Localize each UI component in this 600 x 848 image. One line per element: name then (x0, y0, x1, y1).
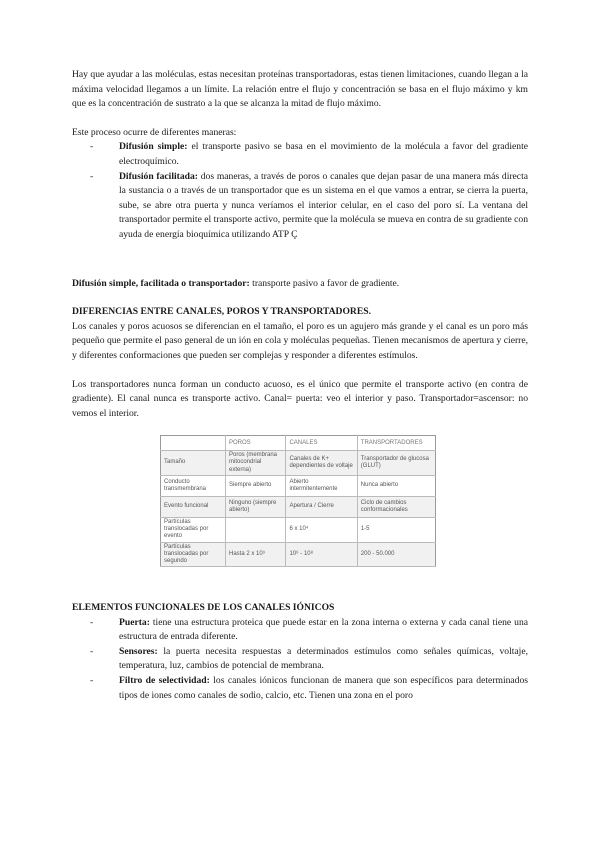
table-row (161, 475, 436, 496)
table-cell: Conducto transmembrana (161, 475, 226, 496)
term-label: Filtro de selectividad: (119, 675, 210, 687)
table-cell: Transportador de glucosa (GLUT) (357, 451, 435, 476)
differences-paragraph-2: Los transportadores nunca forman un conducto acuoso, es el único que permite el transporte activo (en contra de gradiente). El canal nunca es transporte activo. Canal= puerta: veo el interior y paso. Transportador=ascensor: no vemos el interior. (72, 378, 528, 419)
table-header: POROS (225, 436, 285, 451)
term-label: Difusión simple: (119, 141, 188, 153)
table-row (161, 496, 436, 517)
list-item (72, 140, 528, 169)
process-list (72, 140, 528, 242)
table-row (161, 517, 436, 542)
comparison-table-image (160, 435, 436, 567)
table-cell: Ciclo de cambios conformacionales (357, 496, 435, 517)
table-cell: 6 x 10⁴ (286, 517, 357, 542)
term-text: la puerta necesita respuestas a determinados estímulos como señales químicas, voltaje, temperatura, luz, cambios de potencial de membrana. (119, 645, 528, 672)
table-header: TRANSPORTADORES (357, 436, 435, 451)
section-heading-differences: DIFERENCIAS ENTRE CANALES, POROS Y TRANSPORTADORES. (72, 306, 371, 318)
list-item (72, 674, 528, 703)
table-cell: Nunca abierto (357, 475, 435, 496)
table-cell: Canales de K+ dependientes de voltaje (286, 451, 357, 476)
table-header-row (161, 436, 436, 451)
table-cell: 200 - 50.000 (357, 542, 435, 567)
list-item (72, 616, 528, 645)
term-label: Sensores: (119, 645, 158, 657)
summary-line (72, 277, 528, 292)
table-header: CANALES (286, 436, 357, 451)
list-item (72, 170, 528, 243)
document-page (72, 68, 528, 703)
table-cell: Hasta 2 x 10⁹ (225, 542, 285, 567)
term-label: Puerta: (119, 616, 150, 628)
elements-list (72, 616, 528, 704)
process-intro: Este proceso ocurre de diferentes maneras: (72, 126, 237, 138)
summary-term: Difusión simple, facilitada o transportador: (72, 277, 250, 289)
table-cell: Siempre abierto (225, 475, 285, 496)
table-cell (225, 517, 285, 542)
table-cell: Ninguno (siempre abierto) (225, 496, 285, 517)
term-text: el transporte pasivo se basa en el movimiento de la molécula a favor del gradiente electroquímico. (119, 141, 528, 167)
comparison-table (160, 435, 436, 567)
table-cell: Poros (membrana mitocondrial externa) (225, 451, 285, 476)
list-item (72, 645, 528, 674)
term-text: dos maneras, a través de poros o canales que dejan pasar de una manera más directa la sustancia o a través de un transportador que es un sistema en el que vamos a entrar, se cierra la puerta, sube, se abre otra puerta y nunca veríamos el interior celular, en el caso del poro sí. La ventana del transportador permite el transporte activo, permite que la molécula se mueva en contra de su gradiente con ayuda de energía bioquímica utilizando ATP Ç (119, 170, 528, 240)
table-cell: Partículas translocadas por segundo (161, 542, 226, 567)
table-header (161, 436, 226, 451)
table-row (161, 451, 436, 476)
table-cell: 10⁶ - 10⁸ (286, 542, 357, 567)
term-text: los canales iónicos funcionan de manera que son específicos para determinados tipos de iones como canales de sodio, calcio, etc. Tienen una zona en el poro (119, 675, 528, 701)
term-text: tiene una estructura proteica que puede estar en la zona interna o externa y cada canal tiene una estructura de entrada diferente. (119, 616, 528, 643)
table-cell: Apertura / Cierre (286, 496, 357, 517)
intro-paragraph: Hay que ayudar a las moléculas, estas necesitan proteínas transportadoras, estas tienen limitaciones, cuando llegan a la máxima velocidad llegamos a un límite. La relación entre el flujo y concentración se basa en el flujo máximo y km que es la concentración de sustrato a la que se alcanza la mitad de flujo máximo. (72, 69, 528, 110)
table-cell: Abierto intermitentemente (286, 475, 357, 496)
table-row (161, 542, 436, 567)
table-cell: Partículas translocadas por evento (161, 517, 226, 542)
section-heading-elements: ELEMENTOS FUNCIONALES DE LOS CANALES IÓNICOS (72, 602, 335, 614)
summary-text: transporte pasivo a favor de gradiente. (249, 277, 400, 289)
table-cell: Evento funcional (161, 496, 226, 517)
differences-paragraph-1: Los canales y poros acuosos se diferencian en el tamaño, el poro es un agujero más grande y el canal es un poro más pequeño que permite el paso general de un ión en cola y moléculas pequeñas. Tienen mecanismos de apertura y cierre, y diferentes conformaciones que pueden ser complejas y responder a diferentes estímulos. (72, 320, 528, 361)
term-label: Difusión facilitada: (119, 170, 198, 182)
table-cell: Tamaño (161, 451, 226, 476)
table-cell: 1-5 (357, 517, 435, 542)
